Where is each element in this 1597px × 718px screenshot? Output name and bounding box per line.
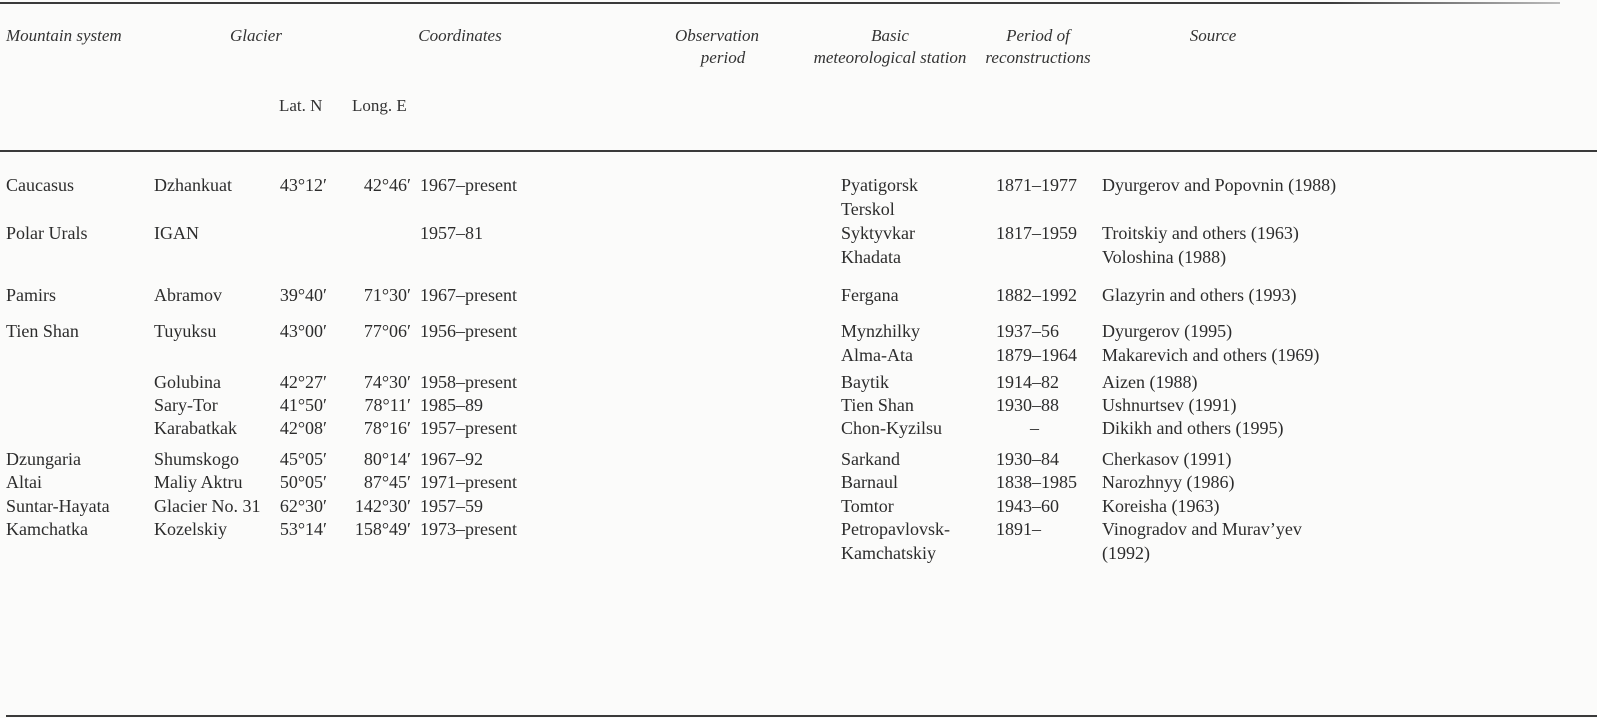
header-reconstruction-2: reconstructions <box>985 48 1091 67</box>
header-station-2: meteorological station <box>813 48 967 67</box>
cell-source: (1992) <box>1102 543 1150 563</box>
cell-lat: 43°00′ <box>279 321 327 341</box>
cell-source: Makarevich and others (1969) <box>1102 345 1320 365</box>
cell-long: 71°30′ <box>363 285 411 305</box>
cell-recon: 1817–1959 <box>996 223 1077 243</box>
cell-station: Chon-Kyzilsu <box>841 418 942 438</box>
cell-source: Narozhnyy (1986) <box>1102 472 1235 492</box>
cell-recon: 1871–1977 <box>996 175 1077 195</box>
cell-station: Kamchatskiy <box>841 543 936 563</box>
cell-recon: 1879–1964 <box>996 345 1077 365</box>
cell-lat: 42°08′ <box>279 418 327 438</box>
cell-mountain: Altai <box>6 472 42 492</box>
cell-glacier: Tuyuksu <box>154 321 217 341</box>
cell-recon: 1930–88 <box>996 395 1059 415</box>
top-rule <box>0 2 1560 4</box>
cell-station: Khadata <box>841 247 901 267</box>
cell-station: Terskol <box>841 199 895 219</box>
cell-glacier: IGAN <box>154 223 199 243</box>
cell-recon: 1937–56 <box>996 321 1059 341</box>
cell-obs: 1957–81 <box>420 223 483 243</box>
cell-mountain: Dzungaria <box>6 449 81 469</box>
cell-lat: 45°05′ <box>279 449 327 469</box>
cell-station: Mynzhilky <box>841 321 920 341</box>
cell-lat: 39°40′ <box>279 285 327 305</box>
cell-lat: 50°05′ <box>279 472 327 492</box>
cell-long: 158°49′ <box>354 519 411 539</box>
cell-lat: 43°12′ <box>279 175 327 195</box>
cell-station: Sarkand <box>841 449 900 469</box>
cell-source: Vinogradov and Murav’yev <box>1102 519 1302 539</box>
header-glacier: Glacier <box>230 26 282 45</box>
header-observation-1: Observation <box>674 26 760 45</box>
cell-glacier: Abramov <box>154 285 222 305</box>
cell-source: Dyurgerov (1995) <box>1102 321 1233 341</box>
cell-glacier: Maliy Aktru <box>154 472 243 492</box>
cell-station: Alma-Ata <box>841 345 913 365</box>
cell-station: Syktyvkar <box>841 223 915 243</box>
header-observation-2: period <box>700 48 746 67</box>
header-coordinates: Coordinates <box>418 26 502 45</box>
cell-recon: 1943–60 <box>996 496 1059 516</box>
cell-recon: 1838–1985 <box>996 472 1077 492</box>
cell-source: Cherkasov (1991) <box>1102 449 1232 469</box>
cell-mountain: Pamirs <box>6 285 57 305</box>
header-source: Source <box>1189 26 1237 45</box>
bottom-rule <box>6 715 1597 717</box>
cell-station: Baytik <box>841 372 889 392</box>
cell-source: Aizen (1988) <box>1102 372 1198 392</box>
cell-recon: 1882–1992 <box>996 285 1077 305</box>
cell-source: Dyurgerov and Popovnin (1988) <box>1102 175 1337 195</box>
cell-mountain: Suntar-Hayata <box>6 496 110 516</box>
cell-station: Tomtor <box>841 496 894 516</box>
cell-station: Petropavlovsk- <box>841 519 950 539</box>
cell-glacier: Karabatkak <box>154 418 237 438</box>
cell-obs: 1973–present <box>420 519 517 539</box>
cell-source: Koreisha (1963) <box>1102 496 1220 516</box>
cell-obs: 1985–89 <box>420 395 483 415</box>
cell-long: 78°11′ <box>364 395 411 415</box>
cell-obs: 1967–present <box>420 175 517 195</box>
cell-long: 87°45′ <box>363 472 411 492</box>
cell-obs: 1967–92 <box>420 449 483 469</box>
cell-glacier: Kozelskiy <box>154 519 227 539</box>
cell-long: 78°16′ <box>363 418 411 438</box>
cell-lat: 53°14′ <box>279 519 327 539</box>
cell-glacier: Golubina <box>154 372 221 392</box>
cell-obs: 1958–present <box>420 372 517 392</box>
header-mountain-system: Mountain system <box>6 26 122 45</box>
cell-source: Dikikh and others (1995) <box>1102 418 1284 438</box>
cell-lat: 42°27′ <box>279 372 327 392</box>
cell-glacier: Sary-Tor <box>154 395 218 415</box>
cell-glacier: Shumskogo <box>154 449 240 469</box>
cell-obs: 1967–present <box>420 285 517 305</box>
cell-source: Glazyrin and others (1993) <box>1102 285 1297 305</box>
cell-station: Pyatigorsk <box>841 175 919 195</box>
cell-lat: 41°50′ <box>279 395 327 415</box>
cell-mountain: Tien Shan <box>6 321 79 341</box>
cell-recon: 1930–84 <box>996 449 1059 469</box>
cell-source: Ushnurtsev (1991) <box>1102 395 1237 415</box>
cell-long: 80°14′ <box>363 449 411 469</box>
cell-long: 74°30′ <box>363 372 411 392</box>
header-station-1: Basic <box>871 26 909 45</box>
cell-lat: 62°30′ <box>279 496 327 516</box>
cell-glacier: Dzhankuat <box>154 175 232 195</box>
cell-obs: 1957–59 <box>420 496 483 516</box>
cell-obs: 1957–present <box>420 418 517 438</box>
cell-recon: 1914–82 <box>996 372 1059 392</box>
cell-recon: – <box>1030 418 1039 438</box>
cell-obs: 1971–present <box>420 472 517 492</box>
cell-station: Tien Shan <box>841 395 914 415</box>
cell-mountain: Caucasus <box>6 175 74 195</box>
cell-source: Voloshina (1988) <box>1102 247 1227 267</box>
cell-recon: 1891– <box>996 519 1041 539</box>
cell-glacier: Glacier No. 31 <box>154 496 261 516</box>
cell-source: Troitskiy and others (1963) <box>1102 223 1299 243</box>
header-reconstruction-1: Period of <box>1006 26 1070 45</box>
cell-obs: 1956–present <box>420 321 517 341</box>
cell-long: 42°46′ <box>363 175 411 195</box>
cell-long: 142°30′ <box>354 496 411 516</box>
cell-mountain: Polar Urals <box>6 223 88 243</box>
header-lat: Lat. N <box>279 96 323 115</box>
cell-station: Fergana <box>841 285 899 305</box>
cell-long: 77°06′ <box>363 321 411 341</box>
header-rule <box>0 150 1597 152</box>
cell-station: Barnaul <box>841 472 898 492</box>
cell-mountain: Kamchatka <box>6 519 88 539</box>
header-long: Long. E <box>352 96 407 115</box>
